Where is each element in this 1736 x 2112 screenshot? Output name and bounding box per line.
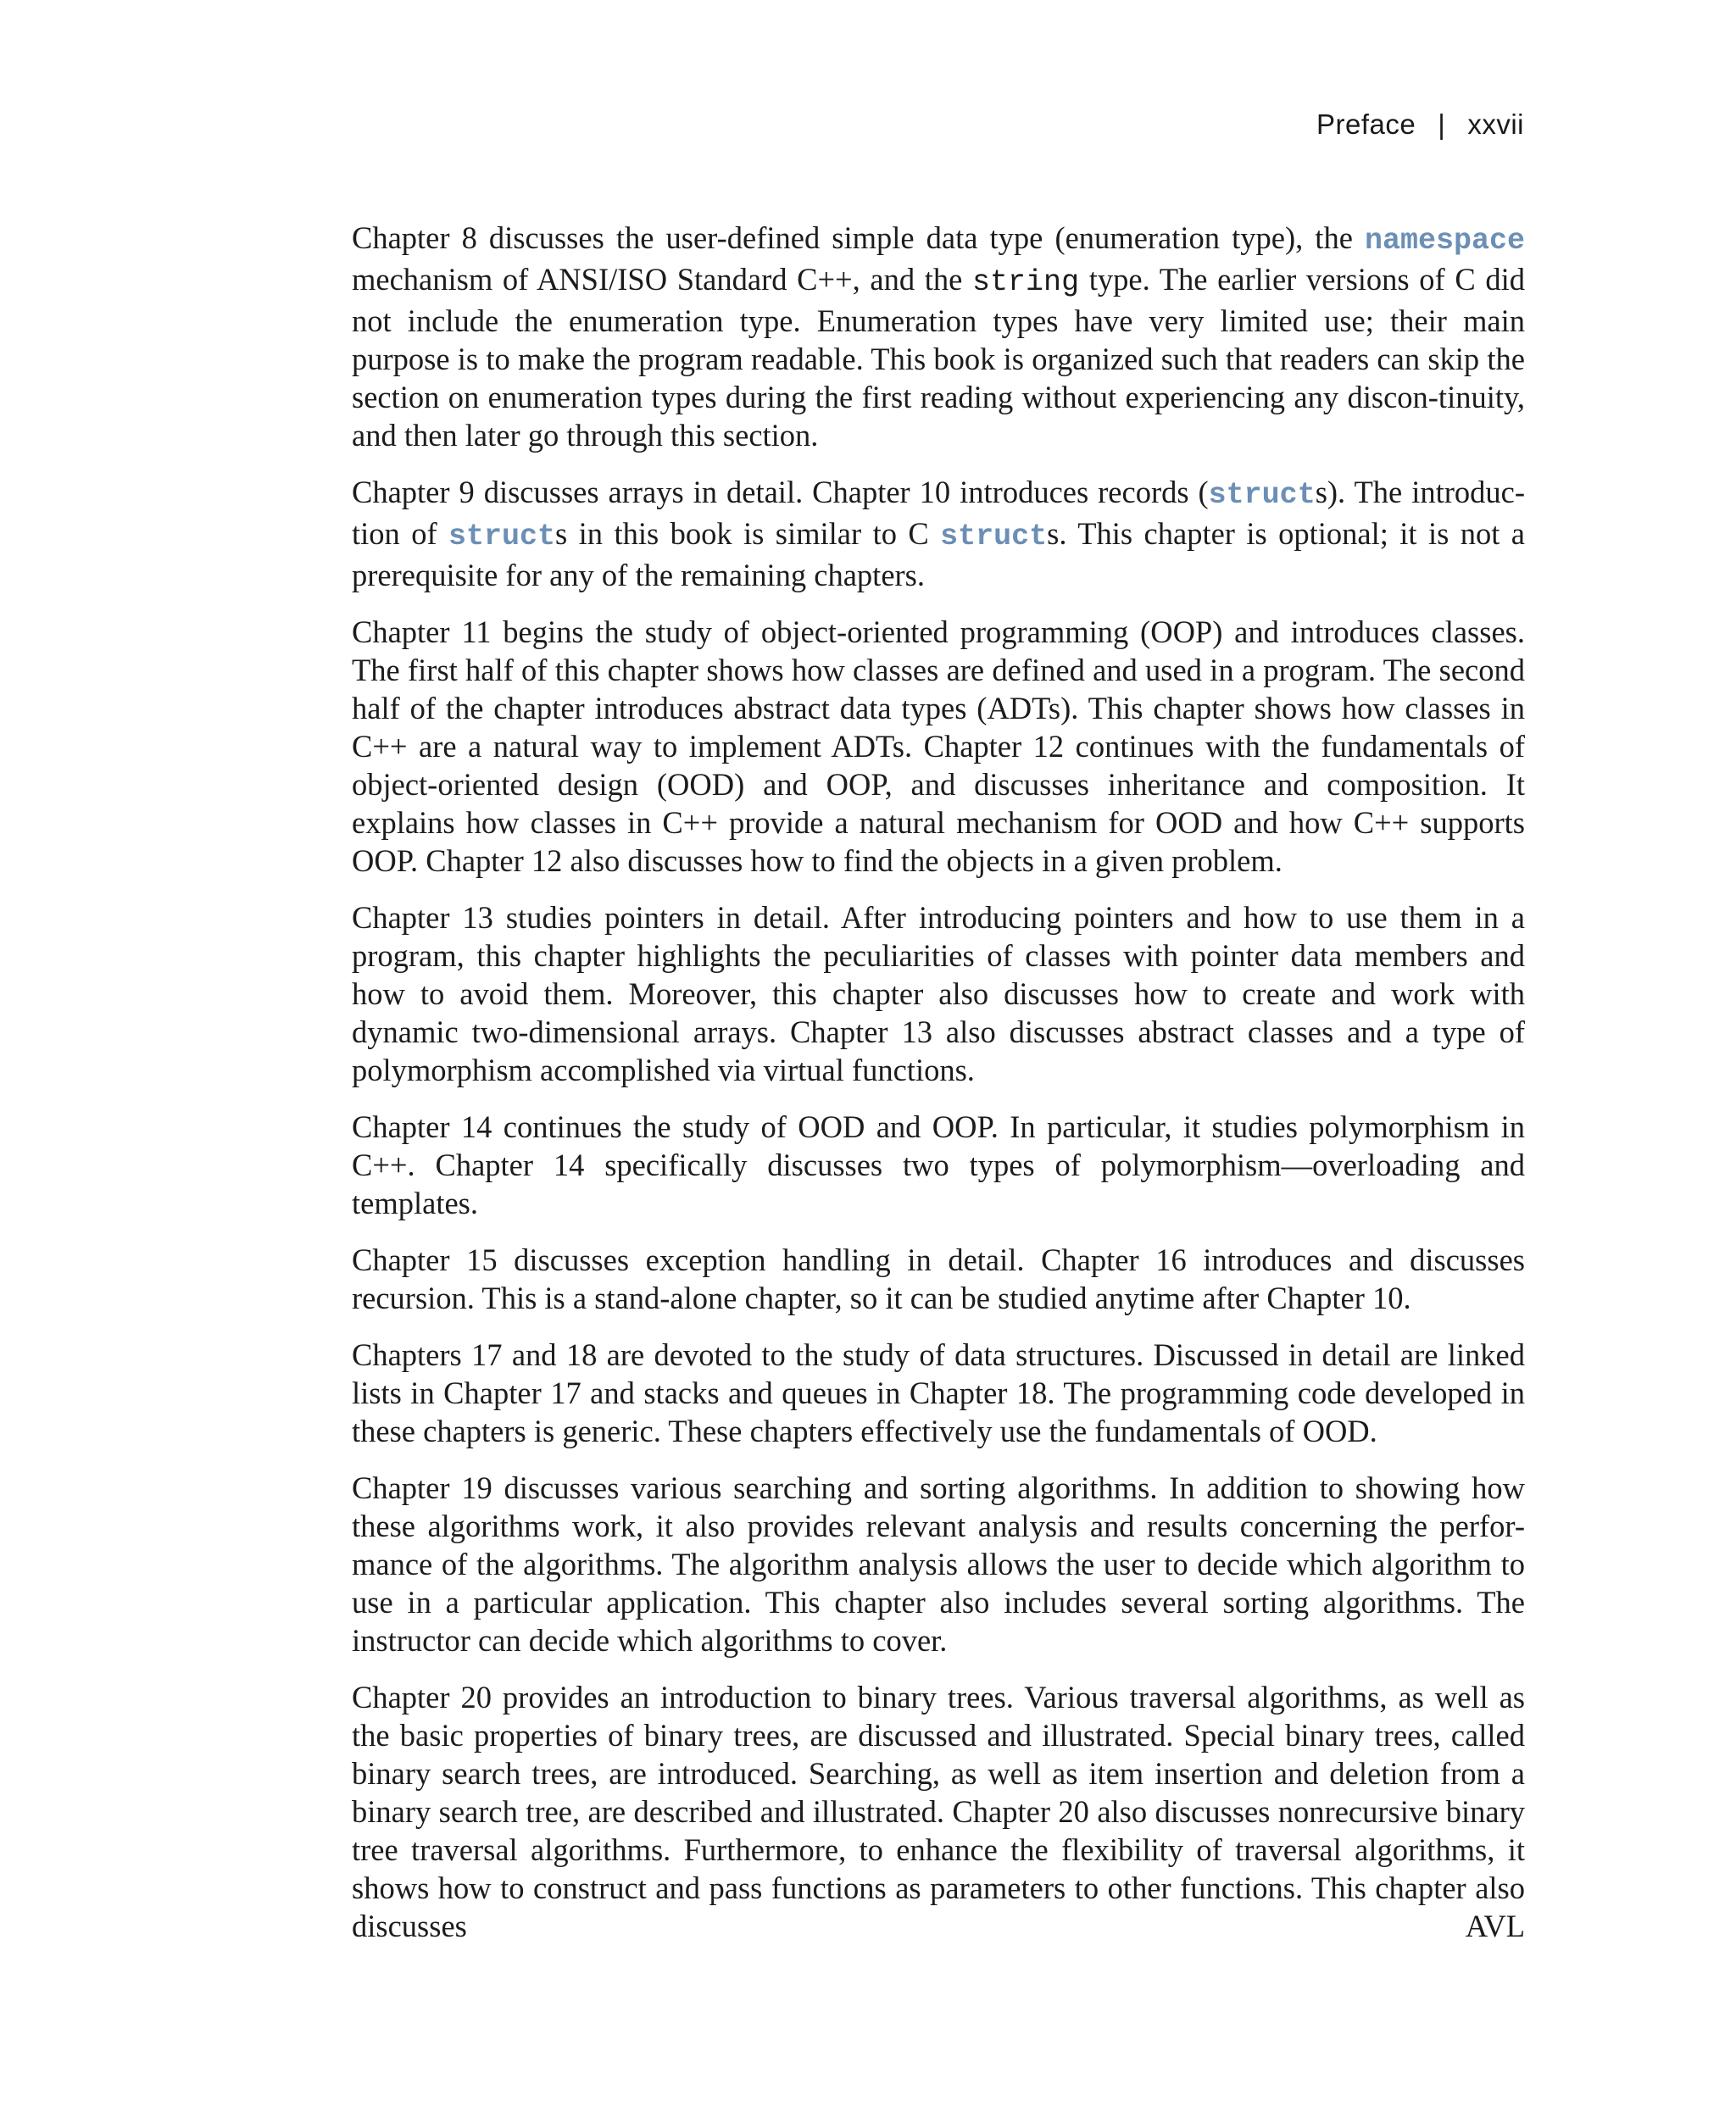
header-separator: | — [1438, 108, 1446, 140]
text-run: Chapter 8 discusses the user-defined simple data type (enumeration type), the — [352, 220, 1365, 255]
text-run: s). The introduc-tion of — [352, 475, 1525, 551]
text-run: type. The earlier versions of C did not include the enumeration type. Enumeration types have very limited use; their main purpose is to make the program readable. This book is organized such that readers can skip the section on enumeration types during the first reading without experiencing any discon-tinuity, and then later go through this section. — [352, 262, 1525, 453]
paragraph-chapter-19: Chapter 19 discusses various searching and sorting algorithms. In addition to showing how these algorithms work, it also provides relevant analysis and results concerning the perfor-mance of the algorithms. The algorithm analysis allows the user to decide which algorithm to use in a particular application. This chapter also includes several sorting algorithms. The instructor can decide which algorithms to cover. — [352, 1470, 1525, 1658]
code-keyword-struct: struct — [448, 520, 556, 553]
code-keyword-struct: struct — [1208, 478, 1316, 512]
paragraph-chapter-17-18: Chapters 17 and 18 are devoted to the study of data structures. Discussed in detail are linked lists in Chapter 17 and stacks and queues in Chapter 18. The programming code developed in these chapters is generic. These chapters effectively use the fundamentals of OOD. — [352, 1337, 1525, 1448]
running-head — [1316, 108, 1524, 141]
page-number: xxvii — [1467, 108, 1524, 140]
paragraph-chapter-13: Chapter 13 studies pointers in detail. After introducing pointers and how to use them in a program, this chapter highlights the peculiarities of classes with pointer data members and how to avoid them. Moreover, this chapter also discusses how to create and work with dynamic two-dimensional arrays. Chapter 13 also discusses abstract classes and a type of polymorphism accomplished via virtual functions. — [352, 900, 1525, 1087]
text-run: mechanism of ANSI/ISO Standard C++, and the — [352, 262, 973, 297]
paragraph-chapter-8 — [352, 219, 1525, 454]
paragraph-chapter-11-12: Chapter 11 begins the study of object-oriented programming (OOP) and introduces classes. The first half of this chapter shows how classes are defined and used in a program. The second half of the chapter introduces abstract data types (ADTs). This chapter shows how classes in C++ are a natural way to implement ADTs. Chapter 12 continues with the fundamentals of object-oriented design (OOD) and OOP, and discusses inheritance and composition. It explains how classes in C++ provide a natural mechanism for OOD and how C++ supports OOP. Chapter 12 also discusses how to find the objects in a given problem. — [352, 614, 1525, 878]
text-run: s in this book is similar to C — [555, 516, 941, 551]
section-title: Preface — [1316, 108, 1416, 140]
code-keyword-namespace: namespace — [1364, 224, 1525, 258]
text-run: s. This chapter is optional; it is not a prerequisite for any of the remaining chapters. — [352, 516, 1525, 592]
body-text — [352, 219, 1525, 1964]
paragraph-chapter-15-16: Chapter 15 discusses exception handling in detail. Chapter 16 introduces and discusses recursion. This is a stand-alone chapter, so it can be studied anytime after Chapter 10. — [352, 1242, 1525, 1315]
paragraph-chapter-20: Chapter 20 provides an introduction to binary trees. Various traversal algorithms, as well as the basic properties of binary trees, are discussed and illustrated. Special binary trees, called binary search trees, are introduced. Searching, as well as item insertion and deletion from a binary search tree, are described and illustrated. Chapter 20 also discusses nonrecursive binary tree traversal algorithms. Furthermore, to enhance the flexibility of traversal algorithms, it shows how to construct and pass functions as parameters to other functions. This chapter also discusses AVL — [352, 1680, 1525, 1943]
code-keyword-string: string — [972, 265, 1080, 299]
paragraph-chapter-14: Chapter 14 continues the study of OOD and OOP. In particular, it studies polymorphism in C++. Chapter 14 specifically discusses two types of polymorphism—overloading and templates. — [352, 1109, 1525, 1220]
paragraph-chapter-9-10 — [352, 473, 1525, 594]
code-keyword-struct: struct — [940, 520, 1048, 553]
text-run: Chapter 9 discusses arrays in detail. Chapter 10 introduces records ( — [352, 475, 1209, 509]
